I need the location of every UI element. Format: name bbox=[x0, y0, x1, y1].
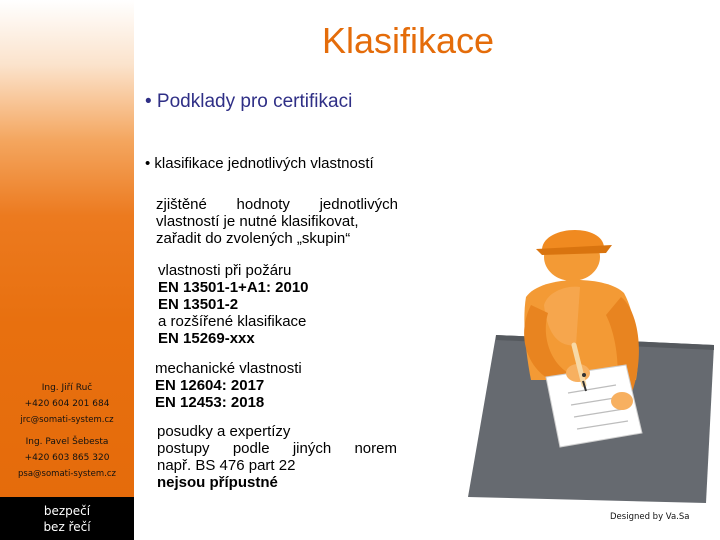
contact-name: Ing. Pavel Šebesta bbox=[25, 437, 109, 447]
slide-subtitle: • Podklady pro certifikaci bbox=[145, 91, 353, 112]
sidebar bbox=[0, 0, 134, 540]
standard-ref: EN 12453: 2018 bbox=[155, 394, 265, 411]
text-line: např. BS 476 part 22 bbox=[157, 457, 296, 474]
standard-ref: EN 13501-1+A1: 2010 bbox=[158, 279, 309, 296]
text-line: mechanické vlastnosti bbox=[155, 360, 302, 377]
text-line: nejsou přípustné bbox=[157, 474, 278, 491]
word: jednotlivých bbox=[319, 196, 398, 213]
text-block-expertise bbox=[157, 423, 397, 491]
standard-ref: EN 13501-2 bbox=[158, 296, 239, 313]
worker-signing-illustration bbox=[456, 205, 716, 505]
word: norem bbox=[354, 440, 397, 457]
word: podle bbox=[232, 440, 270, 457]
word: zjištěné bbox=[156, 196, 207, 213]
text-line: a rozšířené klasifikace bbox=[158, 313, 307, 330]
contact-card bbox=[0, 380, 134, 428]
text-block-classification bbox=[156, 196, 398, 247]
text-block-fire bbox=[158, 262, 309, 347]
word: hodnoty bbox=[236, 196, 290, 213]
word: postupy bbox=[157, 440, 210, 457]
word: jiných bbox=[292, 440, 332, 457]
slogan-box bbox=[0, 497, 134, 540]
justified-line bbox=[156, 196, 398, 213]
contact-email: jrc@somati-system.cz bbox=[20, 415, 114, 425]
slide-title: Klasifikace bbox=[322, 20, 495, 61]
text-line: vlastnosti při požáru bbox=[158, 262, 292, 279]
slogan-line: bezpečí bbox=[43, 504, 91, 518]
standard-ref: EN 12604: 2017 bbox=[155, 377, 265, 394]
justified-line bbox=[157, 440, 397, 457]
text-line: vlastností je nutné klasifikovat, bbox=[156, 213, 359, 230]
text-line: posudky a expertízy bbox=[157, 423, 291, 440]
contact-email: psa@somati-system.cz bbox=[18, 469, 116, 479]
slogan-line: bez řečí bbox=[43, 520, 91, 534]
bullet-point: • klasifikace jednotlivých vlastností bbox=[145, 155, 374, 172]
contact-card bbox=[0, 434, 134, 482]
designer-credit: Designed by Va.Sa bbox=[610, 512, 690, 522]
text-block-mechanical bbox=[155, 360, 302, 411]
text-line: zařadit do zvolených „skupin“ bbox=[156, 230, 351, 247]
contact-phone: +420 604 201 684 bbox=[24, 399, 110, 409]
contact-name: Ing. Jiří Ruč bbox=[41, 383, 93, 393]
contact-phone: +420 603 865 320 bbox=[24, 453, 110, 463]
standard-ref: EN 15269-xxx bbox=[158, 330, 255, 347]
